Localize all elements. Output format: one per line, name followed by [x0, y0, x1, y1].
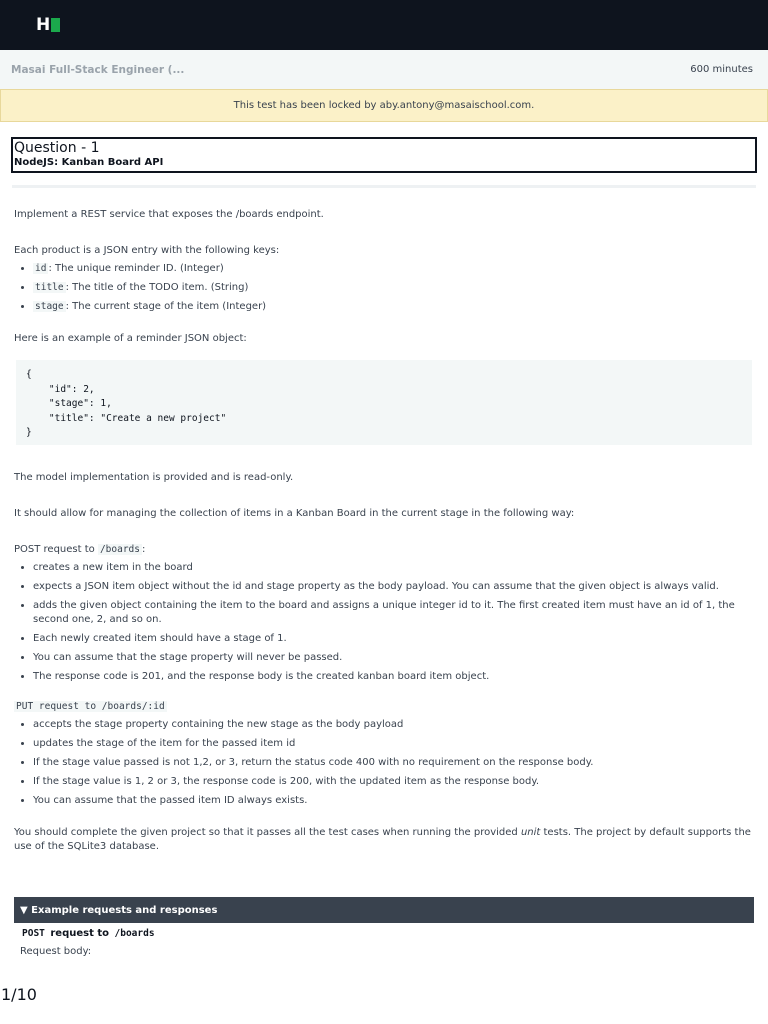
test-header-bar: [0, 50, 768, 90]
list-item: • id : The unique reminder ID. (Integer): [33, 262, 754, 276]
post-path: /boards: [99, 544, 140, 555]
put-heading: [14, 700, 754, 714]
question-title: Question - 1: [14, 140, 100, 156]
post-list: [14, 561, 754, 684]
top-navbar: [0, 0, 768, 50]
examples-toggle-label: ▼ Example requests and responses: [20, 904, 218, 916]
logo-mark-icon: [51, 18, 60, 32]
code-example: { "id": 2, "stage": 1, "title": "Create a new project" }: [26, 369, 227, 438]
key-code: id: [35, 263, 47, 274]
problem-statement: [14, 208, 754, 854]
page-indicator: 1/10: [1, 985, 37, 1004]
question-header: [11, 137, 757, 173]
keys-intro: Each product is a JSON entry with the following keys:: [14, 245, 280, 256]
examples-toggle[interactable]: [14, 897, 754, 923]
key-code: title: [35, 282, 64, 293]
example-request-heading: POST request to /boards: [22, 928, 155, 939]
request-body-label: Request body:: [20, 946, 92, 957]
hackerrank-logo[interactable]: [36, 15, 60, 35]
code-example-block: [16, 360, 752, 445]
allow-note: It should allow for managing the collection of items in a Kanban Board in the current stage in the following way:: [14, 508, 575, 519]
post-heading: POST request to /boards :: [14, 544, 146, 555]
list-item: • You can assume that the passed item ID always exists.: [33, 794, 754, 808]
list-item: • You can assume that the stage property will never be passed.: [33, 651, 754, 665]
locked-banner-text: This test has been locked by aby.antony@masaischool.com.: [233, 100, 535, 111]
list-item: • adds the given object containing the item to the board and assigns a unique integer id to it. The first created item must have an id of 1, the second one, 2, and so on.: [33, 599, 754, 627]
example-intro: Here is an example of a reminder JSON object:: [14, 333, 247, 344]
put-list: [14, 718, 754, 808]
model-note: The model implementation is provided and is read-only.: [14, 472, 294, 483]
put-heading-code: PUT request to /boards/:id: [16, 701, 165, 712]
closing-text: You should complete the given project so that it passes all the test cases when running the provided unit tests. The project by default supports the use of the SQLite3 database.: [14, 827, 751, 852]
logo-letter: H: [36, 15, 51, 35]
list-item: • expects a JSON item object without the id and stage property as the body payload. You can assume that the given object is always valid.: [33, 580, 754, 594]
divider: [12, 185, 756, 188]
list-item: • title : The title of the TODO item. (String): [33, 281, 754, 295]
list-item: • If the stage value is 1, 2 or 3, the response code is 200, with the updated item as the response body.: [33, 775, 754, 789]
list-item: • updates the stage of the item for the passed item id: [33, 737, 754, 751]
question-subtitle: NodeJS: Kanban Board API: [14, 157, 164, 168]
list-item: • creates a new item in the board: [33, 561, 754, 575]
keys-list: [14, 262, 754, 314]
list-item: • The response code is 201, and the response body is the created kanban board item object.: [33, 670, 754, 684]
list-item: • Each newly created item should have a stage of 1.: [33, 632, 754, 646]
list-item: • If the stage value passed is not 1,2, or 3, return the status code 400 with no requirement on the response body.: [33, 756, 754, 770]
test-name[interactable]: Masai Full-Stack Engineer (...: [11, 64, 185, 76]
list-item: • accepts the stage property containing the new stage as the body payload: [33, 718, 754, 732]
key-code: stage: [35, 301, 64, 312]
test-duration: 600 minutes: [690, 64, 753, 75]
intro-text: Implement a REST service that exposes the /boards endpoint.: [14, 209, 324, 220]
list-item: • stage : The current stage of the item (Integer): [33, 300, 754, 314]
locked-banner: [0, 89, 768, 122]
